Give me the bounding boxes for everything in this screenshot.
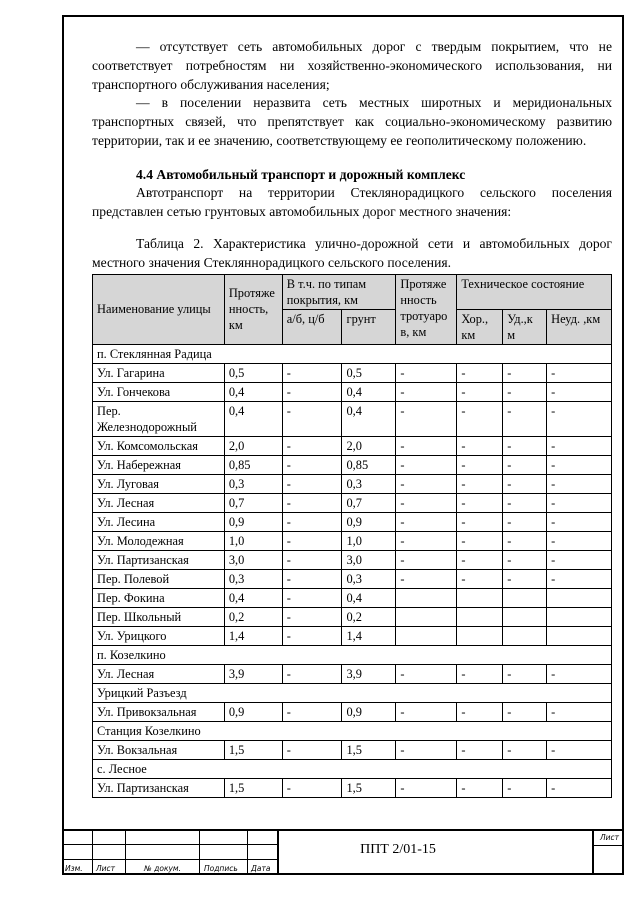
table-row [93, 512, 612, 531]
group-row [93, 759, 612, 778]
col-header-length: Протяже нность, км [224, 274, 282, 344]
value-cell: 0,4 [342, 401, 396, 436]
value-cell: - [282, 436, 342, 455]
value-cell: - [282, 664, 342, 683]
paragraph-1: — отсутствует сеть автомобильных дорог с твердым покрытием, что не соответствует потребностям ни хозяйственно-экономического использования, ни транспортного обслуживания населения; [92, 39, 612, 92]
value-cell: 0,3 [342, 569, 396, 588]
street-name-cell: Ул. Лесная [93, 493, 225, 512]
table-row [93, 436, 612, 455]
value-cell: - [503, 474, 547, 493]
value-cell: - [282, 401, 342, 436]
value-cell: - [503, 569, 547, 588]
value-cell: 2,0 [224, 436, 282, 455]
table-row [93, 702, 612, 721]
group-title: с. Лесное [93, 759, 612, 778]
street-name-cell: Ул. Молодежная [93, 531, 225, 550]
value-cell: - [547, 363, 612, 382]
value-cell: - [457, 455, 503, 474]
value-cell [503, 607, 547, 626]
section-text: Автотранспорт на территории Стеклянорадицкого сельского поселения представлен сетью грунтовых автомобильных дорог местного значения: [92, 184, 612, 219]
value-cell: 0,3 [342, 474, 396, 493]
value-cell: - [457, 512, 503, 531]
value-cell: 0,4 [224, 401, 282, 436]
value-cell: 3,0 [224, 550, 282, 569]
value-cell: - [282, 531, 342, 550]
value-cell: - [396, 550, 457, 569]
value-cell: - [457, 436, 503, 455]
value-cell: - [396, 436, 457, 455]
value-cell [503, 626, 547, 645]
value-cell: - [503, 531, 547, 550]
value-cell: - [396, 455, 457, 474]
value-cell: - [396, 493, 457, 512]
street-name-cell: Ул. Партизанская [93, 778, 225, 797]
value-cell: - [457, 702, 503, 721]
table-row [93, 626, 612, 645]
value-cell: 3,9 [342, 664, 396, 683]
value-cell: - [396, 664, 457, 683]
table-row [93, 550, 612, 569]
col-header-name: Наименование улицы [93, 274, 225, 344]
value-cell: - [547, 474, 612, 493]
value-cell: - [282, 550, 342, 569]
roads-table [92, 274, 612, 798]
value-cell: 0,4 [342, 382, 396, 401]
value-cell [457, 626, 503, 645]
value-cell: - [282, 363, 342, 382]
value-cell: - [503, 778, 547, 797]
value-cell: - [547, 455, 612, 474]
value-cell: 0,4 [342, 588, 396, 607]
value-cell: 1,5 [342, 778, 396, 797]
value-cell [396, 626, 457, 645]
street-name-cell: Ул. Урицкого [93, 626, 225, 645]
value-cell: - [503, 702, 547, 721]
value-cell: - [547, 382, 612, 401]
value-cell: - [457, 401, 503, 436]
value-cell: 0,5 [224, 363, 282, 382]
group-title: Станция Козелкино [93, 721, 612, 740]
value-cell: - [503, 512, 547, 531]
stamp-sheet-label: Лист [600, 833, 620, 842]
table-row [93, 401, 612, 436]
value-cell [547, 607, 612, 626]
table-body [93, 344, 612, 797]
value-cell: - [282, 382, 342, 401]
value-cell: - [282, 474, 342, 493]
table-row [93, 778, 612, 797]
stamp-label-change: Изм. [65, 864, 83, 873]
value-cell: - [457, 363, 503, 382]
value-cell: 1,4 [224, 626, 282, 645]
value-cell: - [547, 401, 612, 436]
street-name-cell: Пер. Школьный [93, 607, 225, 626]
value-cell: - [457, 531, 503, 550]
value-cell: - [396, 382, 457, 401]
col-header-state: Техническое состояние [457, 274, 612, 309]
value-cell: - [282, 626, 342, 645]
value-cell: - [282, 702, 342, 721]
value-cell: 1,5 [342, 740, 396, 759]
col-header-good: Хор., км [457, 309, 503, 344]
value-cell: 0,4 [224, 588, 282, 607]
table-row [93, 569, 612, 588]
col-header-bad: Неуд. ,км [547, 309, 612, 344]
value-cell: - [503, 550, 547, 569]
street-name-cell: Ул. Гагарина [93, 363, 225, 382]
value-cell: 0,9 [224, 702, 282, 721]
col-header-ground: грунт [342, 309, 396, 344]
value-cell: - [396, 531, 457, 550]
value-cell: - [282, 740, 342, 759]
table-row [93, 363, 612, 382]
table-row [93, 588, 612, 607]
value-cell: 0,3 [224, 474, 282, 493]
value-cell: 1,5 [224, 778, 282, 797]
value-cell: 0,5 [342, 363, 396, 382]
value-cell: 1,4 [342, 626, 396, 645]
section-heading: 4.4 Автомобильный транспорт и дорожный комплекс [136, 166, 466, 182]
stamp-label-doc: № докум. [144, 864, 181, 873]
table-row [93, 455, 612, 474]
value-cell: - [282, 455, 342, 474]
group-title: п. Стеклянная Радица [93, 344, 612, 363]
value-cell: 1,5 [224, 740, 282, 759]
value-cell: 0,7 [224, 493, 282, 512]
col-header-cover: В т.ч. по типам покрытия, км [282, 274, 396, 309]
stamp-label-date: Дата [251, 864, 271, 873]
street-name-cell: Ул. Партизанская [93, 550, 225, 569]
value-cell: - [457, 493, 503, 512]
value-cell: - [396, 740, 457, 759]
value-cell: - [457, 382, 503, 401]
table-row [93, 493, 612, 512]
table-row [93, 607, 612, 626]
value-cell: 0,85 [342, 455, 396, 474]
value-cell: - [547, 664, 612, 683]
value-cell: 2,0 [342, 436, 396, 455]
value-cell [503, 588, 547, 607]
document-body [92, 38, 612, 798]
col-header-sidewalk: Протяже нность тротуаро в, км [396, 274, 457, 344]
street-name-cell: Ул. Вокзальная [93, 740, 225, 759]
value-cell: 0,2 [342, 607, 396, 626]
table-caption: Таблица 2. Характеристика улично-дорожной сети и автомобильных дорог местного значения Стеклянноpадицкого сельского поселения. [92, 236, 612, 271]
value-cell: - [457, 740, 503, 759]
table-row [93, 531, 612, 550]
value-cell [457, 607, 503, 626]
value-cell: - [282, 778, 342, 797]
value-cell: - [503, 455, 547, 474]
value-cell: - [396, 512, 457, 531]
group-row [93, 721, 612, 740]
stamp-label-sign: Подпись [204, 864, 238, 873]
value-cell: - [396, 702, 457, 721]
value-cell: - [282, 512, 342, 531]
value-cell: - [457, 569, 503, 588]
group-row [93, 344, 612, 363]
table-row [93, 664, 612, 683]
value-cell: - [396, 778, 457, 797]
group-row [93, 645, 612, 664]
street-name-cell: Ул. Гончекова [93, 382, 225, 401]
street-name-cell: Пер. Полевой [93, 569, 225, 588]
value-cell: 0,85 [224, 455, 282, 474]
value-cell: - [457, 474, 503, 493]
value-cell [547, 626, 612, 645]
stamp-label-sheet: Лист [96, 864, 116, 873]
value-cell [396, 607, 457, 626]
street-name-cell: Ул. Лесина [93, 512, 225, 531]
value-cell: 0,9 [342, 702, 396, 721]
value-cell: 0,2 [224, 607, 282, 626]
table-row [93, 474, 612, 493]
value-cell: 3,0 [342, 550, 396, 569]
value-cell: - [503, 363, 547, 382]
street-name-cell: Ул. Луговая [93, 474, 225, 493]
value-cell [547, 588, 612, 607]
value-cell [457, 588, 503, 607]
group-title: Урицкий Разъезд [93, 683, 612, 702]
value-cell: 3,9 [224, 664, 282, 683]
value-cell: - [503, 664, 547, 683]
value-cell: - [503, 401, 547, 436]
street-name-cell: Ул. Комсомольская [93, 436, 225, 455]
value-cell: 1,0 [224, 531, 282, 550]
value-cell: - [547, 493, 612, 512]
value-cell: - [547, 512, 612, 531]
paragraph-2: — в поселении неразвита сеть местных широтных и меридиональных транспортных связей, что препятствует как социально-экономическому развитию территории, так и ее значению, соответствующему ее геополитическому положению. [92, 95, 612, 148]
value-cell: - [457, 550, 503, 569]
value-cell: - [547, 778, 612, 797]
value-cell: - [457, 778, 503, 797]
value-cell: - [547, 531, 612, 550]
value-cell: - [396, 569, 457, 588]
street-name-cell: Ул. Лесная [93, 664, 225, 683]
street-name-cell: Ул. Привокзальная [93, 702, 225, 721]
value-cell: - [547, 569, 612, 588]
value-cell: - [396, 401, 457, 436]
value-cell: - [503, 740, 547, 759]
value-cell: - [457, 664, 503, 683]
value-cell: - [547, 740, 612, 759]
value-cell: 0,3 [224, 569, 282, 588]
col-header-asphalt: а/б, ц/б [282, 309, 342, 344]
value-cell: - [547, 436, 612, 455]
group-row [93, 683, 612, 702]
value-cell: 0,9 [342, 512, 396, 531]
value-cell: 0,9 [224, 512, 282, 531]
value-cell: 0,4 [224, 382, 282, 401]
value-cell: - [282, 607, 342, 626]
value-cell: - [503, 382, 547, 401]
street-name-cell: Пер. Фокина [93, 588, 225, 607]
group-title: п. Козелкино [93, 645, 612, 664]
street-name-cell: Ул. Набережная [93, 455, 225, 474]
value-cell: - [547, 550, 612, 569]
value-cell: - [503, 493, 547, 512]
value-cell: - [282, 493, 342, 512]
value-cell: - [282, 588, 342, 607]
table-row [93, 382, 612, 401]
street-name-cell: Пер. Железнодорожный [93, 401, 225, 436]
value-cell [396, 588, 457, 607]
value-cell: 0,7 [342, 493, 396, 512]
document-code: ППТ 2/01-15 [360, 842, 436, 857]
value-cell: - [396, 363, 457, 382]
col-header-sat: Уд.,к м [503, 309, 547, 344]
value-cell: - [547, 702, 612, 721]
table-row [93, 740, 612, 759]
value-cell: - [396, 474, 457, 493]
value-cell: - [282, 569, 342, 588]
value-cell: 1,0 [342, 531, 396, 550]
value-cell: - [503, 436, 547, 455]
